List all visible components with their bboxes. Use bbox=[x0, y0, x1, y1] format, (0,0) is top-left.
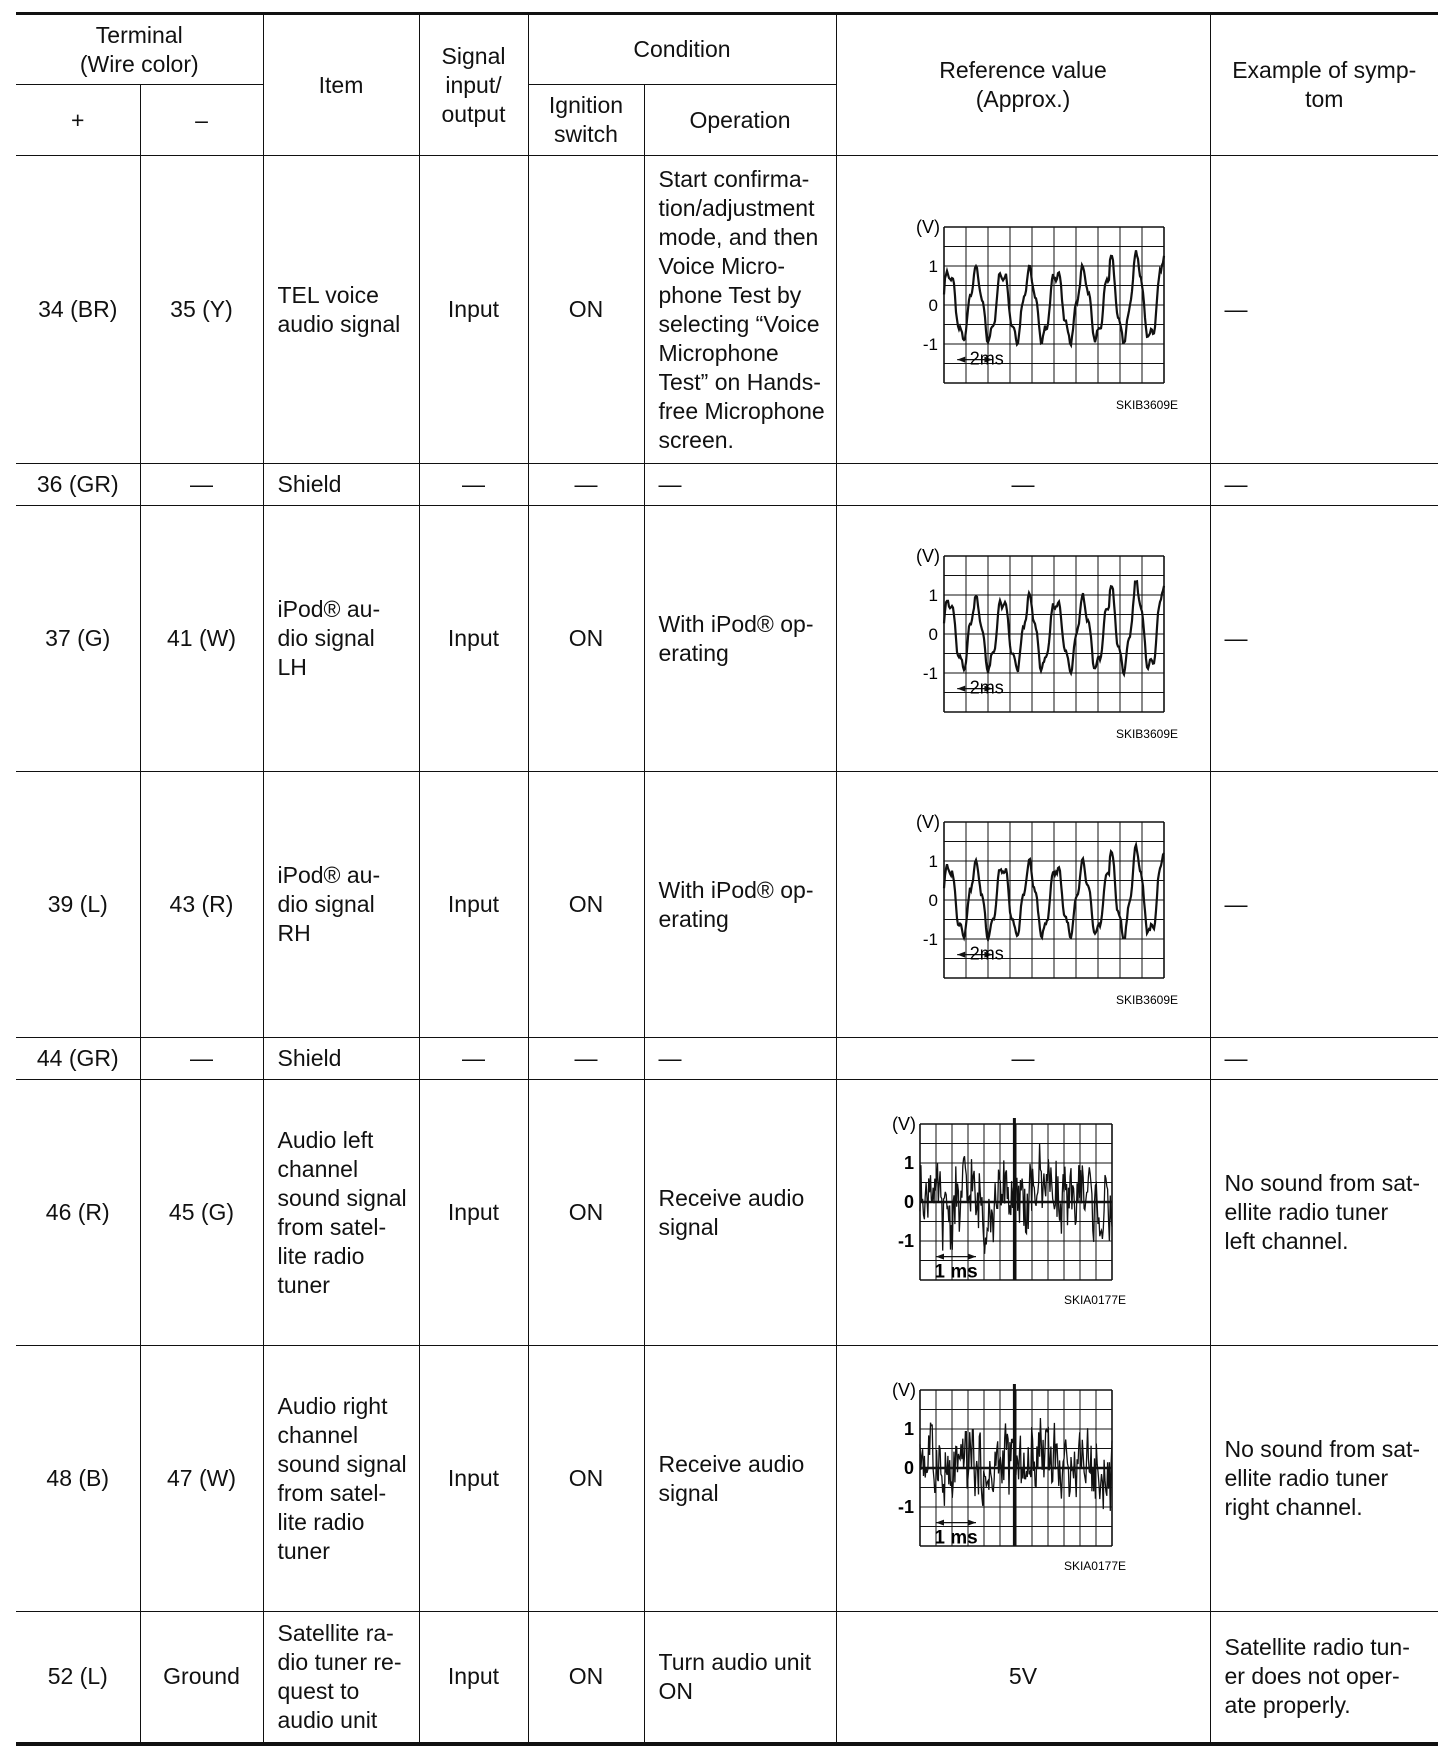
figure-code: SKIA0177E bbox=[1063, 1558, 1126, 1573]
terminal-plus: 48 (B) bbox=[16, 1346, 140, 1612]
table-row bbox=[16, 772, 1438, 1038]
waveform-y-label: 1 bbox=[928, 256, 938, 276]
reference-value: — bbox=[836, 464, 1210, 506]
col-header-item: Item bbox=[263, 14, 419, 156]
time-marker-arrow bbox=[957, 356, 965, 362]
terminal-plus: 37 (G) bbox=[16, 506, 140, 772]
time-marker-arrow bbox=[968, 1519, 976, 1525]
ignition-switch: ON bbox=[528, 1080, 644, 1346]
time-marker-label: 1 ms bbox=[934, 1261, 978, 1283]
ignition-switch: ON bbox=[528, 156, 644, 464]
symptom-text: — bbox=[1210, 156, 1438, 464]
operation-text: Receive audio signal bbox=[644, 1346, 836, 1612]
operation-text: — bbox=[644, 1038, 836, 1080]
symptom-text: — bbox=[1210, 506, 1438, 772]
col-header-operation: Operation bbox=[644, 85, 836, 156]
signal-io: Input bbox=[419, 1080, 528, 1346]
terminal-minus: 41 (W) bbox=[140, 506, 263, 772]
terminal-minus: 47 (W) bbox=[140, 1346, 263, 1612]
terminal-minus: 35 (Y) bbox=[140, 156, 263, 464]
item-name: Satellite ra- dio tuner re- quest to audio unit bbox=[263, 1612, 419, 1744]
waveform-y-label: 1 bbox=[903, 1152, 914, 1173]
operation-text: Start confirma- tion/adjustment mode, and then Voice Micro- phone Test by selecting “Voice Microphone Test” on Hands- free Microphone screen. bbox=[644, 156, 836, 464]
item-name: iPod® au- dio signal LH bbox=[263, 506, 419, 772]
reference-value bbox=[836, 1346, 1210, 1612]
reference-value bbox=[836, 156, 1210, 464]
ignition-switch: ON bbox=[528, 772, 644, 1038]
item-name: Audio left channel sound signal from satel- lite radio tuner bbox=[263, 1080, 419, 1346]
symptom-text: — bbox=[1210, 1038, 1438, 1080]
operation-text: Receive audio signal bbox=[644, 1080, 836, 1346]
operation-text: — bbox=[644, 464, 836, 506]
waveform-y-label: -1 bbox=[922, 929, 938, 949]
waveform-y-label: -1 bbox=[897, 1496, 914, 1517]
time-marker-arrow bbox=[968, 1253, 976, 1259]
item-name: Audio right channel sound signal from satel- lite radio tuner bbox=[263, 1346, 419, 1612]
terminal-plus: 46 (R) bbox=[16, 1080, 140, 1346]
waveform-figure bbox=[858, 797, 1188, 1013]
terminal-minus: Ground bbox=[140, 1612, 263, 1744]
waveform-unit-label: (V) bbox=[916, 216, 940, 237]
waveform-y-label: 1 bbox=[928, 851, 938, 871]
waveform-figure bbox=[858, 202, 1188, 418]
symptom-text: Satellite radio tun- er does not oper- ate properly. bbox=[1210, 1612, 1438, 1744]
reference-value bbox=[836, 1080, 1210, 1346]
time-marker-arrow bbox=[957, 685, 965, 691]
terminal-minus: 45 (G) bbox=[140, 1080, 263, 1346]
waveform-y-label: -1 bbox=[922, 334, 938, 354]
time-marker-arrow bbox=[936, 1519, 944, 1525]
waveform-figure bbox=[858, 1368, 1188, 1590]
waveform-y-label: 0 bbox=[903, 1457, 914, 1478]
time-marker-label: 2ms bbox=[969, 677, 1004, 698]
waveform-y-label: 1 bbox=[903, 1418, 914, 1439]
item-name: TEL voice audio signal bbox=[263, 156, 419, 464]
figure-code: SKIB3609E bbox=[1115, 726, 1178, 741]
item-name: Shield bbox=[263, 464, 419, 506]
symptom-text: — bbox=[1210, 464, 1438, 506]
terminal-plus: 52 (L) bbox=[16, 1612, 140, 1744]
waveform-unit-label: (V) bbox=[916, 545, 940, 566]
col-header-condition: Condition bbox=[528, 14, 836, 85]
ignition-switch: ON bbox=[528, 1346, 644, 1612]
table-row bbox=[16, 464, 1438, 506]
signal-io: Input bbox=[419, 1346, 528, 1612]
waveform-y-label: 0 bbox=[928, 295, 938, 315]
time-marker-label: 1 ms bbox=[934, 1527, 978, 1549]
operation-text: With iPod® op- erating bbox=[644, 506, 836, 772]
reference-value: 5V bbox=[836, 1612, 1210, 1744]
waveform-figure bbox=[858, 1102, 1188, 1324]
col-header-symptom: Example of symp- tom bbox=[1210, 14, 1438, 156]
table-row bbox=[16, 1346, 1438, 1612]
terminal-minus: — bbox=[140, 1038, 263, 1080]
operation-text: Turn audio unit ON bbox=[644, 1612, 836, 1744]
reference-value: — bbox=[836, 1038, 1210, 1080]
terminal-plus: 39 (L) bbox=[16, 772, 140, 1038]
col-header-ignition: Ignition switch bbox=[528, 85, 644, 156]
reference-value bbox=[836, 506, 1210, 772]
col-header-reference: Reference value (Approx.) bbox=[836, 14, 1210, 156]
ignition-switch: ON bbox=[528, 1612, 644, 1744]
signal-io: Input bbox=[419, 506, 528, 772]
signal-io: Input bbox=[419, 1612, 528, 1744]
waveform-figure bbox=[858, 531, 1188, 747]
item-name: Shield bbox=[263, 1038, 419, 1080]
signal-io: — bbox=[419, 464, 528, 506]
signal-io: — bbox=[419, 1038, 528, 1080]
symptom-text: — bbox=[1210, 772, 1438, 1038]
waveform-unit-label: (V) bbox=[892, 1379, 916, 1400]
terminal-plus: 36 (GR) bbox=[16, 464, 140, 506]
table-row bbox=[16, 1080, 1438, 1346]
time-marker-arrow bbox=[957, 951, 965, 957]
time-marker-label: 2ms bbox=[969, 943, 1004, 964]
signal-io: Input bbox=[419, 772, 528, 1038]
ignition-switch: — bbox=[528, 464, 644, 506]
waveform-y-label: 1 bbox=[928, 585, 938, 605]
col-header-terminal: Terminal (Wire color) bbox=[16, 14, 263, 85]
col-header-signal: Signal input/ output bbox=[419, 14, 528, 156]
symptom-text: No sound from sat- ellite radio tuner left channel. bbox=[1210, 1080, 1438, 1346]
ignition-switch: ON bbox=[528, 506, 644, 772]
figure-code: SKIB3609E bbox=[1115, 397, 1178, 412]
waveform-unit-label: (V) bbox=[892, 1113, 916, 1134]
terminal-table bbox=[16, 12, 1438, 1746]
table-row bbox=[16, 506, 1438, 772]
reference-value bbox=[836, 772, 1210, 1038]
table-row bbox=[16, 1612, 1438, 1744]
operation-text: With iPod® op- erating bbox=[644, 772, 836, 1038]
waveform-y-label: -1 bbox=[897, 1230, 914, 1251]
ignition-switch: — bbox=[528, 1038, 644, 1080]
figure-code: SKIA0177E bbox=[1063, 1292, 1126, 1307]
figure-code: SKIB3609E bbox=[1115, 992, 1178, 1007]
waveform-y-label: 0 bbox=[903, 1191, 914, 1212]
terminal-minus: 43 (R) bbox=[140, 772, 263, 1038]
col-header-minus: – bbox=[140, 85, 263, 156]
symptom-text: No sound from sat- ellite radio tuner right channel. bbox=[1210, 1346, 1438, 1612]
terminal-minus: — bbox=[140, 464, 263, 506]
waveform-y-label: 0 bbox=[928, 624, 938, 644]
signal-io: Input bbox=[419, 156, 528, 464]
item-name: iPod® au- dio signal RH bbox=[263, 772, 419, 1038]
time-marker-arrow bbox=[936, 1253, 944, 1259]
table-row bbox=[16, 156, 1438, 464]
waveform-y-label: 0 bbox=[928, 890, 938, 910]
waveform-unit-label: (V) bbox=[916, 811, 940, 832]
time-marker-label: 2ms bbox=[969, 348, 1004, 369]
terminal-plus: 44 (GR) bbox=[16, 1038, 140, 1080]
table-row bbox=[16, 1038, 1438, 1080]
waveform-y-label: -1 bbox=[922, 663, 938, 683]
terminal-plus: 34 (BR) bbox=[16, 156, 140, 464]
col-header-plus: + bbox=[16, 85, 140, 156]
